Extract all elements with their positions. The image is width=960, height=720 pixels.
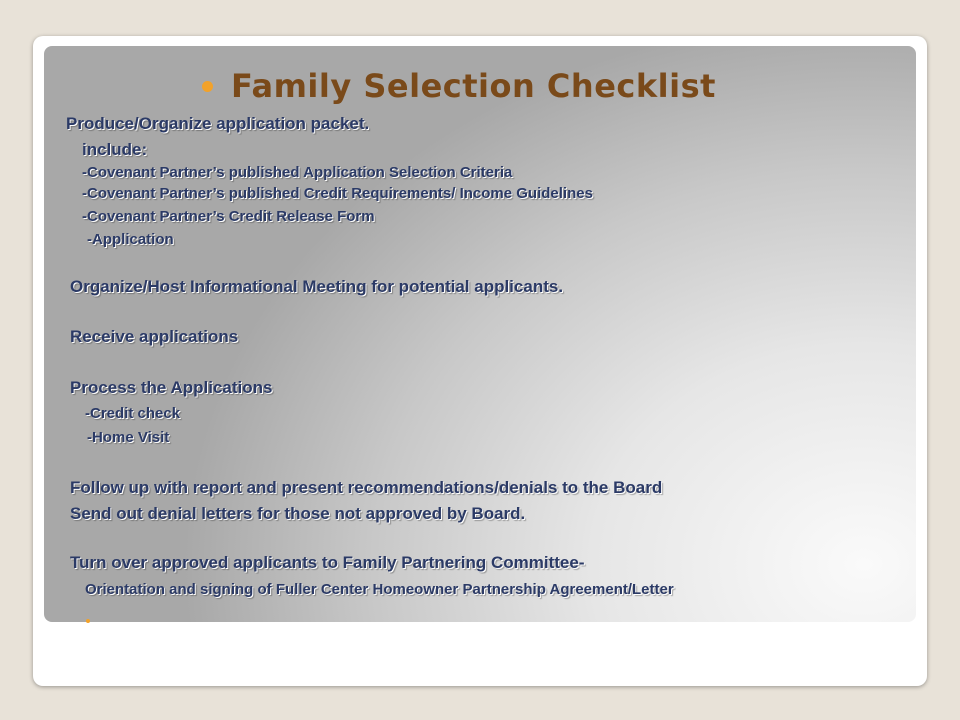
checklist-item: Turn over approved applicants to Family Partnering Committee- — [70, 553, 585, 572]
checklist-item: Receive applications — [70, 327, 239, 346]
checklist-subitem: -Covenant Partner’s Credit Release Form — [82, 208, 375, 225]
checklist-item: include: — [82, 140, 148, 159]
checklist-item: Produce/Organize application packet. — [66, 114, 370, 133]
checklist-item: Send out denial letters for those not approved by Board. — [70, 504, 526, 523]
title-row — [202, 66, 716, 106]
checklist-subitem: Orientation and signing of Fuller Center Homeowner Partnership Agreement/Letter — [85, 581, 674, 598]
checklist-subitem: -Covenant Partner’s published Credit Requirements/ Income Guidelines — [82, 185, 593, 202]
checklist-subitem: -Home Visit — [87, 429, 170, 446]
checklist-subitem: -Application — [87, 231, 174, 248]
slide-title: Family Selection Checklist — [231, 67, 716, 105]
checklist-subitem: -Credit check — [85, 405, 181, 422]
checklist-subitem: -Covenant Partner’s published Application Selection Criteria — [82, 164, 513, 181]
checklist-item: Process the Applications — [70, 378, 273, 397]
bullet-dot-icon — [86, 619, 90, 623]
checklist-item: Follow up with report and present recommendations/denials to the Board — [70, 478, 663, 497]
checklist-item: Organize/Host Informational Meeting for potential applicants. — [70, 277, 564, 296]
bullet-icon — [202, 81, 213, 92]
